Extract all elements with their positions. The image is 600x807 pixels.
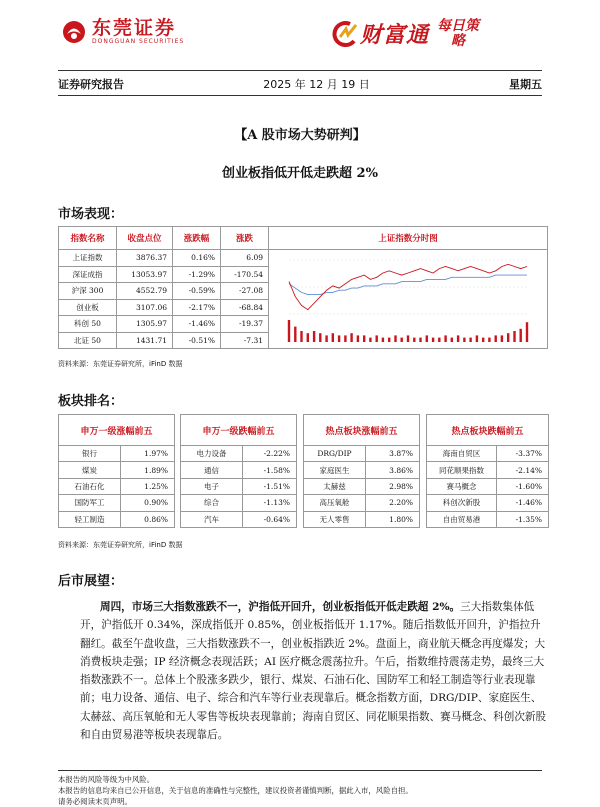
volume-bar (376, 335, 378, 342)
sector-table-hot-losers: 热点板块跌幅前五 海南自贸区 -3.37% 同花顺果指数 -2.14% 赛马概念 -1.60% 科创次新股 -1.46% 自由贸易港 -1.35% (426, 414, 549, 528)
volume-bar (319, 333, 321, 342)
table-row: 创业板 3107.06 -2.17% -68.84 (59, 299, 548, 316)
brand-name: 东莞证券 (92, 17, 177, 39)
volume-bar (350, 333, 352, 342)
header-info-row (58, 76, 542, 92)
table-row: 上证指数 3876.37 0.16% 6.09 (59, 250, 548, 267)
table-row: 家庭医生 3.86% (304, 462, 420, 478)
volume-bar (457, 335, 459, 342)
volume-bar (482, 338, 484, 342)
market-source: 资料来源：东莞证券研究所，iFinD 数据 (58, 360, 183, 368)
table-row: 石油石化 1.25% (59, 478, 175, 494)
table-row: 沪深 300 4552.79 -0.59% -27.08 (59, 283, 548, 300)
volume-bar (294, 327, 296, 342)
footer-divider (58, 770, 542, 771)
volume-bar (507, 333, 509, 342)
header-divider-top (58, 70, 542, 71)
volume-bar (407, 335, 409, 342)
volume-bar (332, 333, 334, 342)
volume-bar (401, 338, 403, 342)
table-row: 赛马概念 -1.60% (427, 478, 549, 494)
header-divider-bottom (58, 95, 542, 96)
table-row: DRG/DIP 3.87% (304, 446, 420, 462)
table-row: 轻工制造 0.86% (59, 511, 175, 527)
volume-bar (513, 331, 515, 342)
sector-table-hot-gainers: 热点板块涨幅前五 DRG/DIP 3.87% 家庭医生 3.86% 太赫兹 2.98% 高压氧舱 2.20% 无人零售 1.80% (303, 414, 420, 528)
market-table (58, 226, 548, 349)
volume-bar (394, 335, 396, 342)
volume-bar (438, 338, 440, 342)
outlook-lead: 周四，市场三大指数涨跌不一，沪指低开回升，创业板指低开低走跌超 2%。 (100, 601, 461, 613)
volume-bar (463, 338, 465, 342)
table-row: 电子 -1.51% (181, 478, 297, 494)
volume-bar (357, 335, 359, 342)
sector-source: 资料来源：东莞证券研究所，iFinD 数据 (58, 541, 183, 549)
table-row: 自由贸易港 -1.35% (427, 511, 549, 527)
volume-bar (369, 338, 371, 342)
volume-bar (495, 335, 497, 342)
price-line (289, 264, 527, 309)
volume-bar (432, 338, 434, 342)
outlook-body: 三大指数集体低开，沪指低开 0.34%，深成指低开 0.85%，创业板指低开 1.17%。随后指数低开回升，沪指拉升翻红。截至午盘收盘，三大指数涨跌不一，创业板指跌近 2%。盘面上，商业航天概念再度爆发；大消费板块走强；IP 经济概念表现活跃；AI 医疗概念震荡拉升。午后，指数维持震荡走势，最终三大指数涨跌不一。总体上个股涨多跌少，银行、煤炭、石油石化、国防军工和轻工制造等行业表现靠前；电力设备、通信、电子、综合和汽车等行业表现靠后。概念指数方面，DRG/DIP、家庭医生、太赫兹、高压氧舱和无人零售等板块表现靠前；海南自贸区、同花顺果指数、赛马概念、科创次新股和自由贸易港等板块表现靠后。 (80, 601, 547, 742)
volume-bar (363, 335, 365, 342)
volume-bar (388, 338, 390, 342)
volume-bar (344, 335, 346, 342)
volume-bar (444, 335, 446, 342)
table-row: 国防军工 0.90% (59, 495, 175, 511)
report-weekday: 星期五 (508, 78, 542, 91)
volume-bar (419, 338, 421, 342)
table-row: 电力设备 -2.22% (181, 446, 297, 462)
footer-risk: 本报告的风险等级为中风险。 (58, 775, 155, 784)
volume-bar (469, 338, 471, 342)
volume-bar (307, 333, 309, 342)
volume-bar (325, 335, 327, 342)
table-row: 无人零售 1.80% (304, 511, 420, 527)
volume-bar (338, 335, 340, 342)
volume-bar (300, 331, 302, 342)
col-chg: 涨跌 (221, 227, 269, 250)
volume-bar (413, 338, 415, 342)
partner-logo (330, 18, 479, 49)
volume-bar (520, 329, 522, 342)
report-date: 2025 年 12 月 19 日 (263, 78, 370, 91)
footer-disclaimer: 本报告的信息均来自已公开信息，关于信息的准确性与完整性，建议投资者谨慎判断，据此入市，风险自担。 (58, 786, 413, 795)
table-row: 银行 1.97% (59, 446, 175, 462)
brand-logo (62, 18, 184, 46)
volume-bar (382, 338, 384, 342)
logo-mark-icon (62, 20, 86, 44)
report-category: 【A 股市场大势研判】 (234, 128, 366, 143)
footer-notice: 请务必阅读末页声明。 (58, 797, 132, 806)
outlook-paragraph (80, 598, 548, 744)
volume-bar (526, 322, 528, 342)
sector-table-sw-losers: 申万一级跌幅前五 电力设备 -2.22% 通信 -1.58% 电子 -1.51% 综合 -1.13% 汽车 -0.64% (180, 414, 297, 528)
sector-table-sw-gainers: 申万一级涨幅前五 银行 1.97% 煤炭 1.89% 石油石化 1.25% 国防军工 0.90% 轻工制造 0.86% (58, 414, 175, 528)
volume-bar (451, 338, 453, 342)
table-row: 综合 -1.13% (181, 495, 297, 511)
table-row: 太赫兹 2.98% (304, 478, 420, 494)
table-row: 高压氧舱 2.20% (304, 495, 420, 511)
table-row: 科创 50 1305.97 -1.46% -19.37 (59, 316, 548, 333)
col-close: 收盘点位 (117, 227, 173, 250)
volume-bar (488, 338, 490, 342)
intraday-chart-cell (269, 250, 548, 349)
col-index-name: 指数名称 (59, 227, 117, 250)
table-row: 汽车 -0.64% (181, 511, 297, 527)
partner-mark-icon (330, 21, 360, 47)
brand-name-en: DONGGUAN SECURITIES (92, 38, 185, 45)
chart-title: 上证指数分时图 (269, 227, 548, 250)
volume-bar (288, 320, 290, 342)
outlook-section-title: 后市展望： (58, 574, 124, 589)
table-row: 北证 50 1431.71 -0.51% -7.31 (59, 332, 548, 349)
table-row: 煤炭 1.89% (59, 462, 175, 478)
volume-bar (501, 335, 503, 342)
volume-bar (476, 335, 478, 342)
col-pct: 涨跌幅 (173, 227, 221, 250)
report-type: 证券研究报告 (58, 78, 124, 91)
table-row: 科创次新股 -1.46% (427, 495, 549, 511)
table-row: 海南自贸区 -3.37% (427, 446, 549, 462)
table-row: 同花顺果指数 -2.14% (427, 462, 549, 478)
market-section-title: 市场表现： (58, 207, 124, 222)
partner-name: 财富通 (360, 23, 430, 48)
volume-bar (313, 331, 315, 342)
sector-section-title: 板块排名： (58, 394, 124, 409)
intraday-chart (283, 252, 533, 346)
volume-bar (426, 335, 428, 342)
table-row: 深证成指 13053.97 -1.29% -170.54 (59, 266, 548, 283)
report-headline: 创业板指低开低走跌超 2% (222, 166, 378, 181)
table-row: 通信 -1.58% (181, 462, 297, 478)
partner-tagline: 每日策 略 (437, 17, 480, 49)
